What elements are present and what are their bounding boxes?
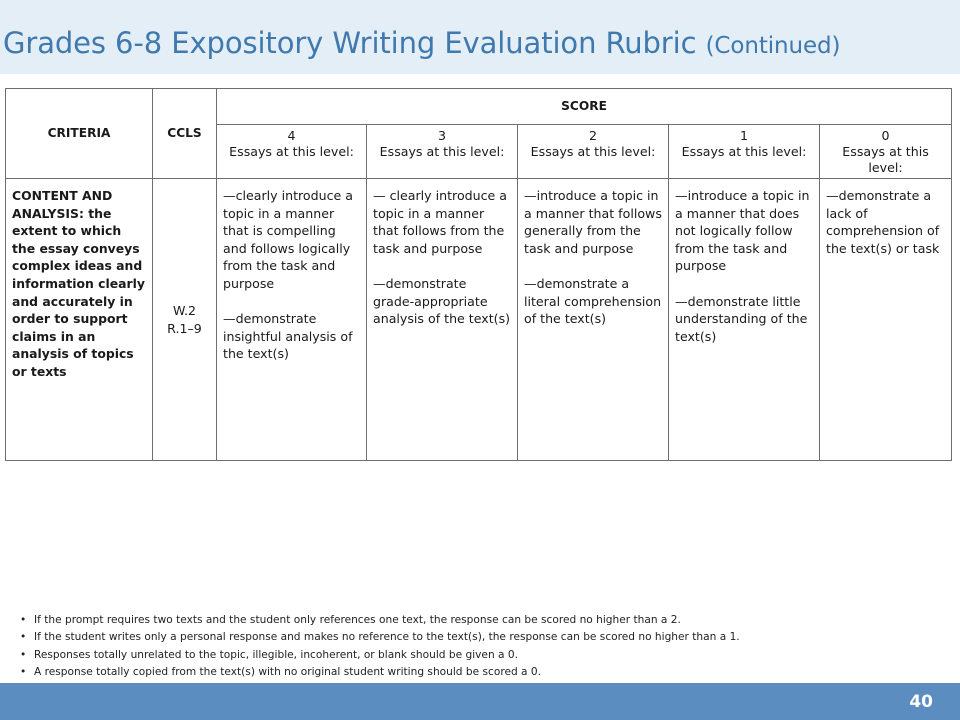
title-suffix: (Continued) xyxy=(705,33,841,59)
page-number: 40 xyxy=(909,692,933,712)
descriptor-text: —clearly introduce a topic in a manner that is compelling and follows logically from the task and purpose xyxy=(223,188,354,291)
score-level-1 xyxy=(669,125,820,179)
descriptor-level-1 xyxy=(669,179,820,461)
score-level-0 xyxy=(820,125,952,179)
score-value: 2 xyxy=(588,128,597,143)
score-value: 4 xyxy=(287,128,296,143)
score-label: Essays at this level: xyxy=(842,144,929,175)
note-item: • Responses totally unrelated to the topic, illegible, incoherent, or blank should be given a 0. xyxy=(20,647,740,664)
rubric-table xyxy=(5,88,952,461)
descriptor-text: — clearly introduce a topic in a manner that follows from the task and purpose xyxy=(373,188,508,256)
note-item: • A response totally copied from the text(s) with no original student writing should be scored a 0. xyxy=(20,664,740,681)
score-level-2 xyxy=(518,125,669,179)
score-value: 1 xyxy=(739,128,748,143)
score-label: Essays at this level: xyxy=(229,144,354,159)
score-label: Essays at this level: xyxy=(379,144,505,159)
ccls-writing-standard: W.2 xyxy=(172,302,197,318)
score-level-3 xyxy=(367,125,518,179)
descriptor-text: —demonstrate a lack of comprehension of the text(s) or task xyxy=(826,188,940,256)
descriptor-text: —introduce a topic in a manner that does not logically follow from the task and purpose xyxy=(675,188,810,274)
ccls-header: CCLS xyxy=(153,89,217,179)
descriptor-text: —demonstrate a literal comprehension of the text(s) xyxy=(524,275,662,327)
score-value: 3 xyxy=(437,128,446,143)
criterion-content-analysis: CONTENT AND ANALYSIS: the extent to which the essay conveys complex ideas and information clearly and accurately in order to support claims in an analysis of topics or texts xyxy=(6,179,153,461)
criteria-header: CRITERIA xyxy=(6,89,153,179)
descriptor-level-0 xyxy=(820,179,952,461)
ccls-reading-standard: R.1–9 xyxy=(167,320,202,336)
page-title xyxy=(3,23,840,66)
descriptor-text: —demonstrate grade-appropriate analysis of the text(s) xyxy=(373,275,511,327)
score-header: SCORE xyxy=(217,89,952,125)
footer-band xyxy=(0,683,960,720)
descriptor-level-3 xyxy=(367,179,518,461)
note-item: • If the prompt requires two texts and the student only references one text, the response can be scored no higher than a 2. xyxy=(20,612,740,629)
scoring-notes xyxy=(20,612,740,682)
title-main: Grades 6-8 Expository Writing Evaluation Rubric xyxy=(3,26,697,60)
descriptor-level-4 xyxy=(217,179,367,461)
score-label: Essays at this level: xyxy=(681,144,807,159)
score-label: Essays at this level: xyxy=(530,144,656,159)
note-item: • If the student writes only a personal response and makes no reference to the text(s), the response can be scored no higher than a 1. xyxy=(20,629,740,646)
descriptor-text: —introduce a topic in a manner that follows generally from the task and purpose xyxy=(524,188,662,256)
ccls-standards xyxy=(153,179,217,461)
descriptor-text: —demonstrate little understanding of the text(s) xyxy=(675,293,808,344)
descriptor-text: —demonstrate insightful analysis of the text(s) xyxy=(223,311,353,362)
score-level-4 xyxy=(217,125,367,179)
score-value: 0 xyxy=(881,128,890,143)
descriptor-level-2 xyxy=(518,179,669,461)
